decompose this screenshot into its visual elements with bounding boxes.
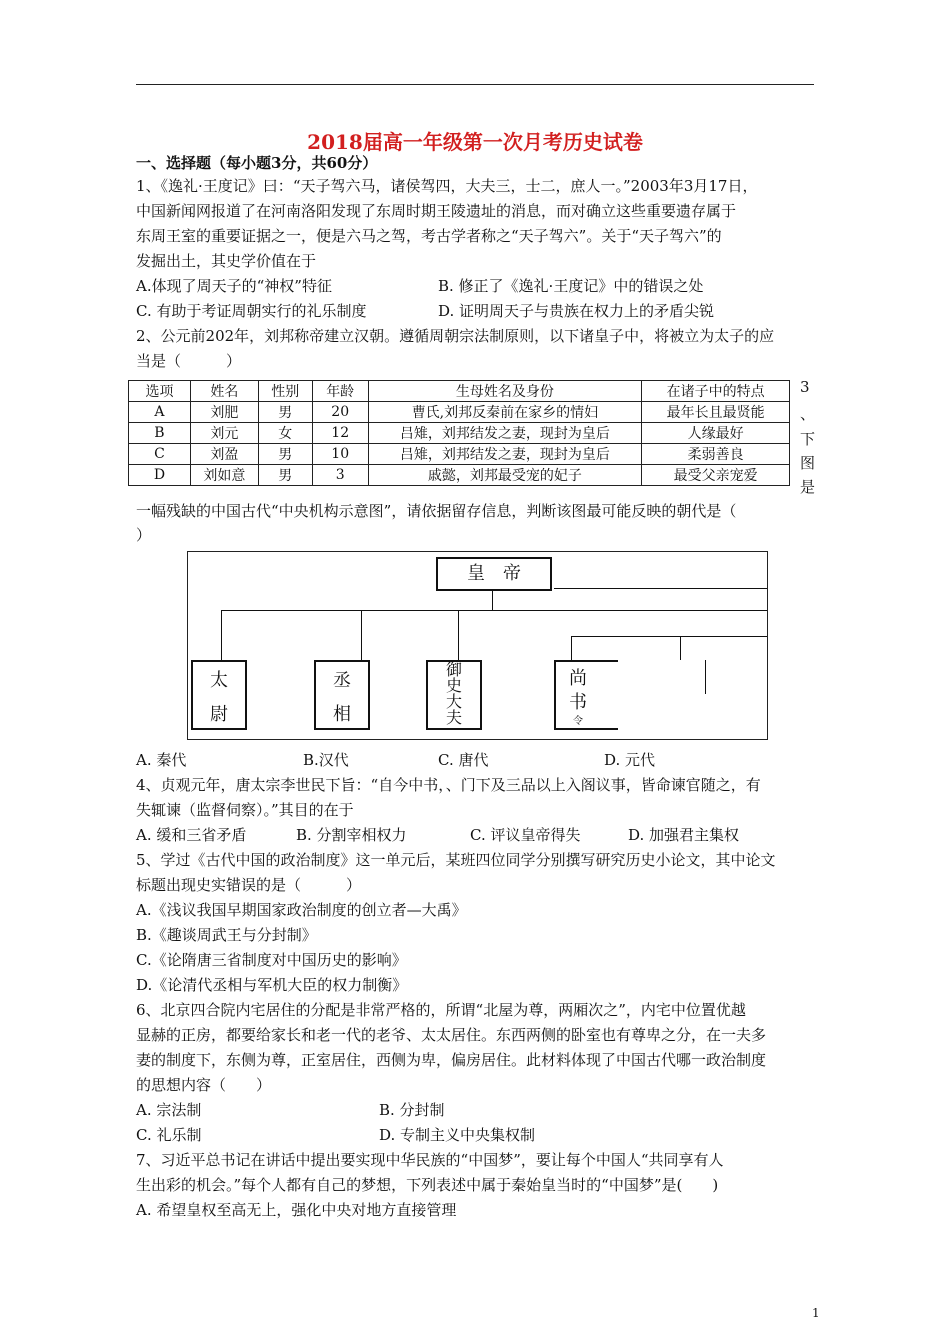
q7-line-2: 生出彩的机会。”每个人都有自己的梦想，下列表述中属于秦始皇当时的“中国梦”是( ) — [136, 1176, 719, 1194]
table-cell: 最受父亲宠爱 — [642, 465, 790, 486]
table-row — [129, 465, 790, 486]
q6-option-b: B. 分封制 — [379, 1101, 445, 1119]
yushidafu-char: 御 — [445, 660, 462, 679]
table-cell: 最年长且最贤能 — [642, 402, 790, 423]
q4-line-1: 4、贞观元年，唐太宗李世民下旨：“自今中书，、门下及三品以上入阁议事，皆命谏官随之，有 — [136, 776, 761, 794]
table-cell: C — [129, 444, 191, 465]
connector — [361, 610, 362, 660]
table-row — [129, 444, 790, 465]
table-cell: 曹氏,刘邦反秦前在家乡的情妇 — [368, 402, 642, 423]
q1-option-c: C. 有助于考证周朝实行的礼乐制度 — [136, 302, 367, 320]
q4-option-d: D. 加强君主集权 — [628, 826, 740, 844]
q2-line-1: 2、公元前202年，刘邦称帝建立汉朝。遵循周朝宗法制原则，以下诸皇子中，将被立为太子的应 — [136, 327, 775, 345]
q6-line-4: 的思想内容（ ） — [136, 1076, 272, 1094]
yushidafu-char: 夫 — [445, 708, 462, 727]
page-number: 1 — [812, 1306, 820, 1320]
header-rule — [136, 84, 814, 85]
table-header: 选项 — [129, 381, 191, 402]
chengxiang-box — [314, 660, 370, 730]
section-heading: 一、选择题（每小题3分，共60分） — [136, 154, 378, 172]
q5-option-c: C.《论隋唐三省制度对中国历史的影响》 — [136, 951, 407, 969]
shangshuling-char: 书 — [569, 692, 587, 713]
chengxiang-char: 丞 — [333, 670, 351, 691]
chengxiang-char: 相 — [333, 704, 351, 725]
q1-line-4: 发掘出土，其史学价值在于 — [136, 252, 317, 270]
q5-line-2: 标题出现史实错误的是（ ） — [136, 876, 362, 894]
table-header-row — [129, 381, 790, 402]
q4-option-c: C. 评议皇帝得失 — [470, 826, 581, 844]
table-cell: 10 — [312, 444, 368, 465]
central-institution-diagram — [187, 551, 768, 740]
table-header: 生母姓名及身份 — [368, 381, 642, 402]
connector — [705, 660, 706, 694]
q1-line-2: 中国新闻网报道了在河南洛阳发现了东周时期王陵遗址的消息，而对确立这些重要遗存属于 — [136, 202, 737, 220]
connector — [458, 610, 459, 660]
q3-line-2: ） — [136, 526, 152, 544]
q1-option-b: B. 修正了《逸礼·王度记》中的错误之处 — [438, 277, 704, 295]
table-cell: A — [129, 402, 191, 423]
connector — [571, 636, 767, 637]
table-cell: 刘如意 — [190, 465, 258, 486]
table-cell: 12 — [312, 423, 368, 444]
table-cell: 男 — [258, 444, 312, 465]
shangshuling-char: 尚 — [569, 668, 587, 689]
q6-option-c: C. 礼乐制 — [136, 1126, 202, 1144]
q5-option-a: A.《浅议我国早期国家政治制度的创立者—大禹》 — [136, 901, 467, 919]
table-cell: D — [129, 465, 191, 486]
yushidafu-char: 史 — [445, 676, 462, 695]
q6-line-3: 妻的制度下，东侧为尊，正室居住，西侧为卑，偏房居住。此材料体现了中国古代哪一政治制度 — [136, 1051, 767, 1069]
table-cell: 人缘最好 — [642, 423, 790, 444]
table-cell: 男 — [258, 402, 312, 423]
q3-side-char: 、 — [800, 405, 816, 423]
q7-option-a: A. 希望皇权至高无上，强化中央对地方直接管理 — [136, 1201, 457, 1219]
connector — [680, 636, 681, 660]
emperor-label: 皇 帝 — [467, 563, 521, 584]
q1-line-3: 东周王室的重要证据之一，便是六马之驾，考古学者称之“天子驾六”。关于“天子驾六”的 — [136, 227, 722, 245]
table-row — [129, 423, 790, 444]
table-header: 性别 — [258, 381, 312, 402]
connector — [221, 610, 222, 660]
q6-line-2: 显赫的正房，都要给家长和老一代的老爷、太太居住。东西两侧的卧室也有尊卑之分，在一夫多 — [136, 1026, 767, 1044]
table-cell: 吕雉，刘邦结发之妻，现封为皇后 — [368, 444, 642, 465]
q3-option-a: A. 秦代 — [136, 751, 187, 769]
q3-option-c: C. 唐代 — [438, 751, 489, 769]
table-cell: 刘肥 — [190, 402, 258, 423]
shangshuling-char: 令 — [573, 716, 583, 727]
shangshuling-box — [554, 660, 618, 730]
connector — [221, 610, 767, 611]
q6-option-d: D. 专制主义中央集权制 — [379, 1126, 536, 1144]
q3-side-char: 下 — [800, 430, 816, 448]
q3-side-char: 图 — [800, 454, 816, 472]
q1-option-a: A.体现了周天子的“神权”特征 — [136, 277, 332, 295]
q7-line-1: 7、习近平总书记在讲话中提出要实现中华民族的“中国梦”，要让每个中国人“共同享有人 — [136, 1151, 724, 1169]
yushidafu-char: 大 — [445, 692, 462, 711]
q2-line-2: 当是（ ） — [136, 352, 242, 370]
table-cell: 男 — [258, 465, 312, 486]
table-row — [129, 402, 790, 423]
q2-table — [128, 380, 790, 486]
taiwei-char: 太 — [210, 670, 228, 691]
table-cell: 刘盈 — [190, 444, 258, 465]
q6-option-a: A. 宗法制 — [136, 1101, 202, 1119]
q3-option-d: D. 元代 — [604, 751, 656, 769]
q4-option-a: A. 缓和三省矛盾 — [136, 826, 247, 844]
table-cell: 吕雉，刘邦结发之妻，现封为皇后 — [368, 423, 642, 444]
table-cell: 柔弱善良 — [642, 444, 790, 465]
q6-line-1: 6、北京四合院内宅居住的分配是非常严格的，所谓“北屋为尊，两厢次之”，内宅中位置优越 — [136, 1001, 746, 1019]
table-header: 姓名 — [190, 381, 258, 402]
page-title: 2018届高一年级第一次月考历史试卷 — [307, 130, 643, 154]
table-cell: 20 — [312, 402, 368, 423]
taiwei-char: 尉 — [210, 704, 228, 725]
q4-line-2: 失辄谏（监督伺察）。”其目的在于 — [136, 801, 354, 819]
q5-option-b: B.《趣谈周武王与分封制》 — [136, 926, 317, 944]
q3-option-b: B.汉代 — [303, 751, 349, 769]
q5-line-1: 5、学过《古代中国的政治制度》这一单元后，某班四位同学分别撰写研究历史小论文，其中论文 — [136, 851, 776, 869]
q3-line-1: 一幅残缺的中国古代“中央机构示意图”，请依据留存信息，判断该图最可能反映的朝代是（ — [136, 502, 737, 520]
table-cell: 女 — [258, 423, 312, 444]
q1-line-1: 1、《逸礼·王度记》曰：“天子驾六马，诸侯驾四，大夫三，士二，庶人一。”2003年3月17日， — [136, 177, 758, 195]
q3-side-char: 3 — [800, 378, 810, 396]
q5-option-d: D.《论清代丞相与军机大臣的权力制衡》 — [136, 976, 408, 994]
table-cell: B — [129, 423, 191, 444]
table-header: 在诸子中的特点 — [642, 381, 790, 402]
connector — [554, 588, 767, 589]
emperor-box — [436, 557, 552, 591]
connector — [492, 590, 493, 610]
connector — [571, 636, 572, 660]
q3-side-char: 是 — [800, 478, 816, 496]
table-header: 年龄 — [312, 381, 368, 402]
taiwei-box — [191, 660, 247, 730]
q4-option-b: B. 分割宰相权力 — [296, 826, 407, 844]
table-cell: 3 — [312, 465, 368, 486]
table-cell: 刘元 — [190, 423, 258, 444]
yushidafu-box — [426, 660, 482, 730]
q1-option-d: D. 证明周天子与贵族在权力上的矛盾尖锐 — [438, 302, 715, 320]
table-cell: 戚懿，刘邦最受宠的妃子 — [368, 465, 642, 486]
